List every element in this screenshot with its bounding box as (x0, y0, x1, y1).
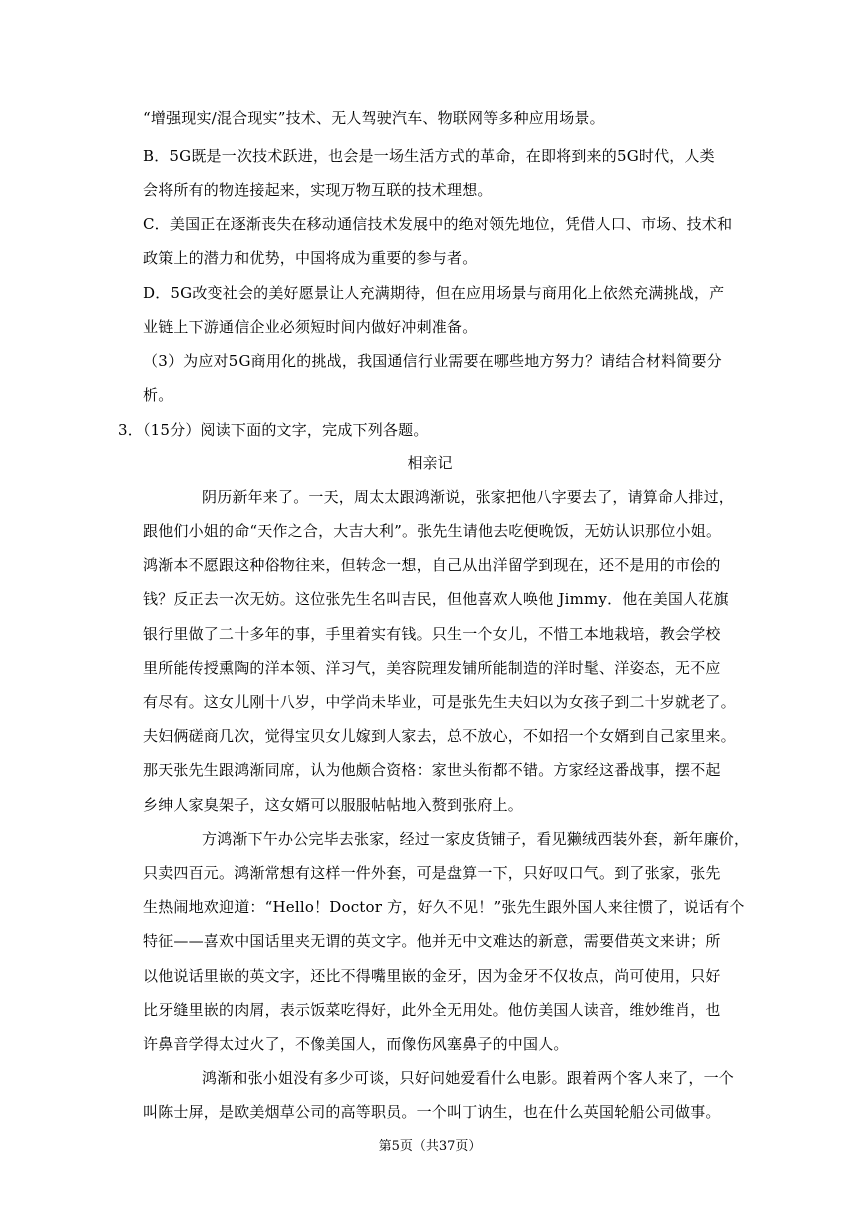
paragraph-2-line-3: 生热闹地欢迎道：“Hello！Doctor 方，好久不见！”张先生跟外国人来往惯了，说话有个 (143, 898, 745, 916)
question-3-line-1: （3）为应对5G商用化的挑战，我国通信行业需要在哪些地方努力？请结合材料简要分 (143, 352, 722, 370)
story-title: 相亲记 (407, 454, 453, 472)
paragraph-1-line-8: 夫妇俩磋商几次，觉得宝贝女儿嫁到人家去，总不放心，不如招一个女婿到自己家里来。 (143, 727, 736, 745)
question-heading: 3．（15分）阅读下面的文字，完成下列各题。 (118, 421, 429, 439)
text-line-1: “增强现实/混合现实”技术、无人驾驶汽车、物联网等多种应用场景。 (143, 109, 605, 127)
paragraph-3-line-1: 鸿渐和张小姐没有多少可谈，只好问她爱看什么电影。跟着两个客人来了，一个 (202, 1069, 735, 1087)
option-b-line-1: B．5G既是一次技术跃进，也会是一场生活方式的革命，在即将到来的5G时代，人类 (143, 147, 715, 165)
paragraph-1-line-2: 跟他们小姐的命“天作之合，大吉大利”。张先生请他去吃便晚饭，无妨认识那位小姐。 (143, 522, 722, 540)
paragraph-2-line-5: 以他说话里嵌的英文字，还比不得嘴里嵌的金牙，因为金牙不仅妆点，尚可使用，只好 (143, 967, 721, 985)
paragraph-1-line-6: 里所能传授熏陶的洋本领、洋习气，美容院理发铺所能制造的洋时髦、洋姿态，无不应 (143, 659, 721, 677)
question-3-line-2: 析。 (143, 386, 174, 404)
paragraph-2-line-4: 特征——喜欢中国话里夹无谓的英文字。他并无中文难达的新意，需要借英文来讲；所 (143, 932, 721, 950)
paragraph-1-line-5: 银行里做了二十多年的事，手里着实有钱。只生一个女儿，不惜工本地栽培，教会学校 (143, 625, 721, 643)
paragraph-1-line-9: 那天张先生跟鸿渐同席，认为他颇合资格：家世头衔都不错。方家经这番战事，摆不起 (143, 761, 721, 779)
paragraph-2-line-2: 只卖四百元。鸿渐常想有这样一件外套，可是盘算一下，只好叹口气。到了张家，张先 (143, 864, 721, 882)
paragraph-2-line-7: 许鼻音学得太过火了，不像美国人，而像伤风塞鼻子的中国人。 (143, 1035, 569, 1053)
option-c-line-2: 政策上的潜力和优势，中国将成为重要的参与者。 (143, 249, 478, 267)
paragraph-1-line-4: 钱？反正去一次无妨。这位张先生名叫吉民，但他喜欢人唤他 Jimmy．他在美国人花旗 (143, 590, 729, 608)
paragraph-1-line-10: 乡绅人家臭架子，这女婿可以服服帖帖地入赘到张府上。 (143, 796, 524, 814)
paragraph-1-line-3: 鸿渐本不愿跟这种俗物往来，但转念一想，自己从出洋留学到现在，还不是用的市侩的 (143, 556, 721, 574)
option-d-line-2: 业链上下游通信企业必须短时间内做好冲刺准备。 (143, 318, 478, 336)
paragraph-1-line-7: 有尽有。这女儿刚十八岁，中学尚未毕业，可是张先生夫妇以为女孩子到二十岁就老了。 (143, 693, 736, 711)
paragraph-1-line-1: 阴历新年来了。一天，周太太跟鸿渐说，张家把他八字要去了，请算命人排过， (202, 488, 735, 506)
paragraph-2-line-6: 比牙缝里嵌的肉屑，表示饭菜吃得好，此外全无用处。他仿美国人读音，维妙维肖，也 (143, 1001, 721, 1019)
option-d-line-1: D．5G改变社会的美好愿景让人充满期待，但在应用场景与商用化上依然充满挑战，产 (143, 284, 725, 302)
page-footer: 第5页（共37页） (378, 1139, 482, 1154)
option-c-line-1: C．美国正在逐渐丧失在移动通信技术发展中的绝对领先地位，凭借人口、市场、技术和 (143, 215, 733, 233)
option-b-line-2: 会将所有的物连接起来，实现万物互联的技术理想。 (143, 181, 493, 199)
paragraph-2-line-1: 方鸿渐下午办公完毕去张家，经过一家皮货铺子，看见獭绒西装外套，新年廉价， (202, 830, 750, 848)
paragraph-3-line-2: 叫陈士屏，是欧美烟草公司的高等职员。一个叫丁讷生，也在什么英国轮船公司做事。 (143, 1103, 721, 1121)
